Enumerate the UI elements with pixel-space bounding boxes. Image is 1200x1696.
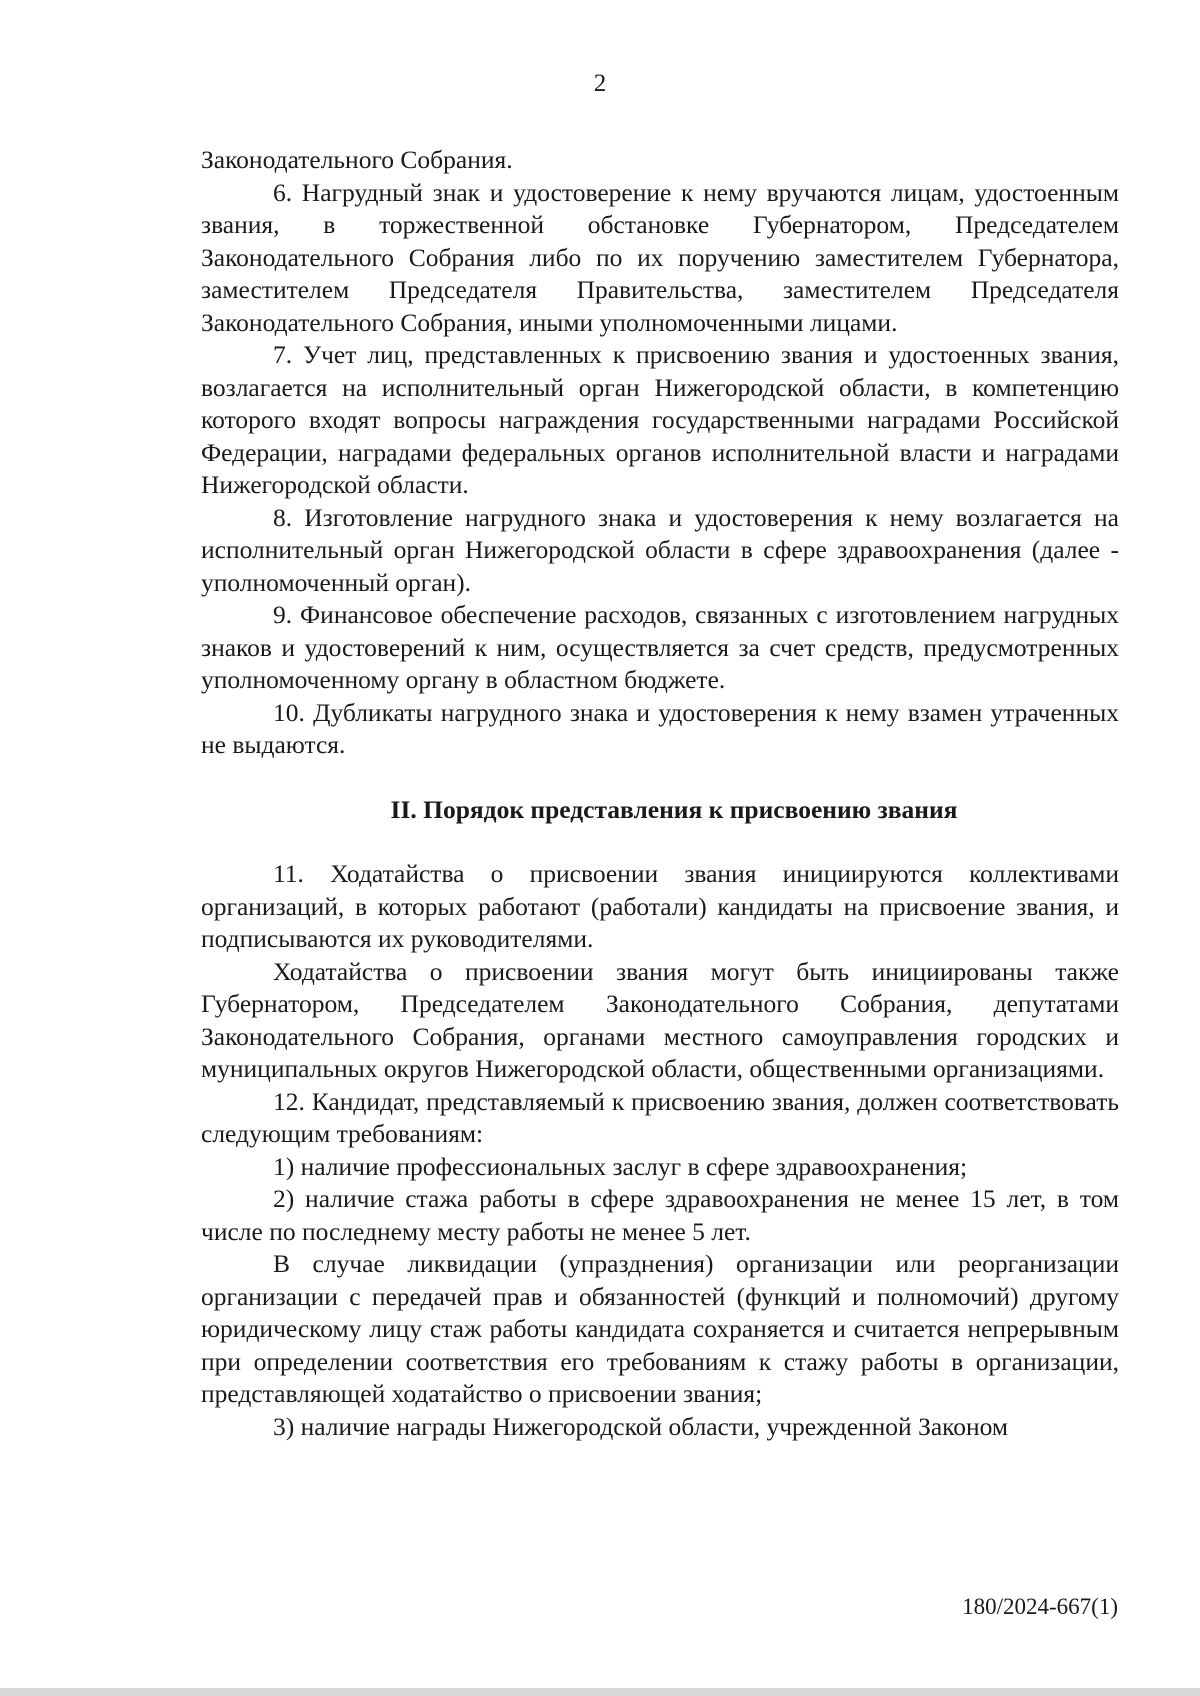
spacer bbox=[201, 762, 1119, 794]
paragraph-item-6: 6. Нагрудный знак и удостоверение к нему вручаются лицам, удостоенным звания, в торжественной обстановке Губернатором, Председателем Законодательного Собрания либо по их поручению заместителем Губернатора, заместителем Председателя Правительства, заместителем Председателя Законодательного Собрания, иными уполномоченными лицами. bbox=[201, 177, 1119, 337]
paragraph-item-9: 9. Финансовое обеспечение расходов, связанных с изготовлением нагрудных знаков и удостоверений к ним, осуществляется за счет средств, предусмотренных уполномоченному органу в областном бюджете. bbox=[201, 600, 1119, 694]
document-body bbox=[201, 144, 1119, 1443]
page-number: 2 bbox=[593, 70, 607, 97]
paragraph-liquidation: В случае ликвидации (упразднения) организации или реорганизации организации с передачей прав и обязанностей (функций и полномочий) другому юридическому лицу стаж работы кандидата сохраняется и считается непрерывным при определении соответствия его требованиям к стажу работы в организации, представляющей ходатайство о присвоении звания; bbox=[201, 1249, 1119, 1408]
requirement-3: 3) наличие награды Нижегородской области, учрежденной Законом bbox=[273, 1411, 1009, 1441]
paragraph-item-11: 11. Ходатайства о присвоении звания инициируются коллективами организаций, в которых работают (работали) кандидаты на присвоение звания, и подписываются их руководителями. bbox=[201, 859, 1119, 953]
paragraph-item-7: 7. Учет лиц, представленных к присвоению звания и удостоенных звания, возлагается на исполнительный орган Нижегородской области, в компетенцию которого входят вопросы награждения государственными наградами Российской Федерации, наградами федеральных органов исполнительной власти и наградами Нижегородской области. bbox=[201, 340, 1119, 499]
paragraph-item-8: 8. Изготовление нагрудного знака и удостоверения к нему возлагается на исполнительный орган Нижегородской области в сфере здравоохранения (далее - уполномоченный орган). bbox=[201, 502, 1119, 597]
requirement-2: 2) наличие стажа работы в сфере здравоохранения не менее 15 лет, в том числе по последнему месту работы не менее 5 лет. bbox=[201, 1184, 1119, 1246]
section-heading: II. Порядок представления к присвоению звания bbox=[390, 794, 958, 824]
paragraph-continuation: Законодательного Собрания. bbox=[201, 145, 513, 174]
requirement-1: 1) наличие профессиональных заслуг в сфере здравоохранения; bbox=[273, 1151, 968, 1181]
paragraph-initiators: Ходатайства о присвоении звания могут быть инициированы также Губернатором, Председателем Законодательного Собрания, депутатами Законодательного Собрания, органами местного самоуправления городских и муниципальных округов Нижегородской области, общественными организациями. bbox=[201, 956, 1119, 1083]
scan-edge bbox=[0, 1688, 1200, 1696]
paragraph-item-12: 12. Кандидат, представляемый к присвоению звания, должен соответствовать следующим требованиям: bbox=[201, 1086, 1119, 1148]
paragraph-item-10: 10. Дубликаты нагрудного знака и удостоверения к нему взамен утраченных не выдаются. bbox=[201, 697, 1119, 759]
spacer bbox=[201, 826, 1119, 858]
document-number: 180/2024-667(1) bbox=[962, 1594, 1118, 1619]
